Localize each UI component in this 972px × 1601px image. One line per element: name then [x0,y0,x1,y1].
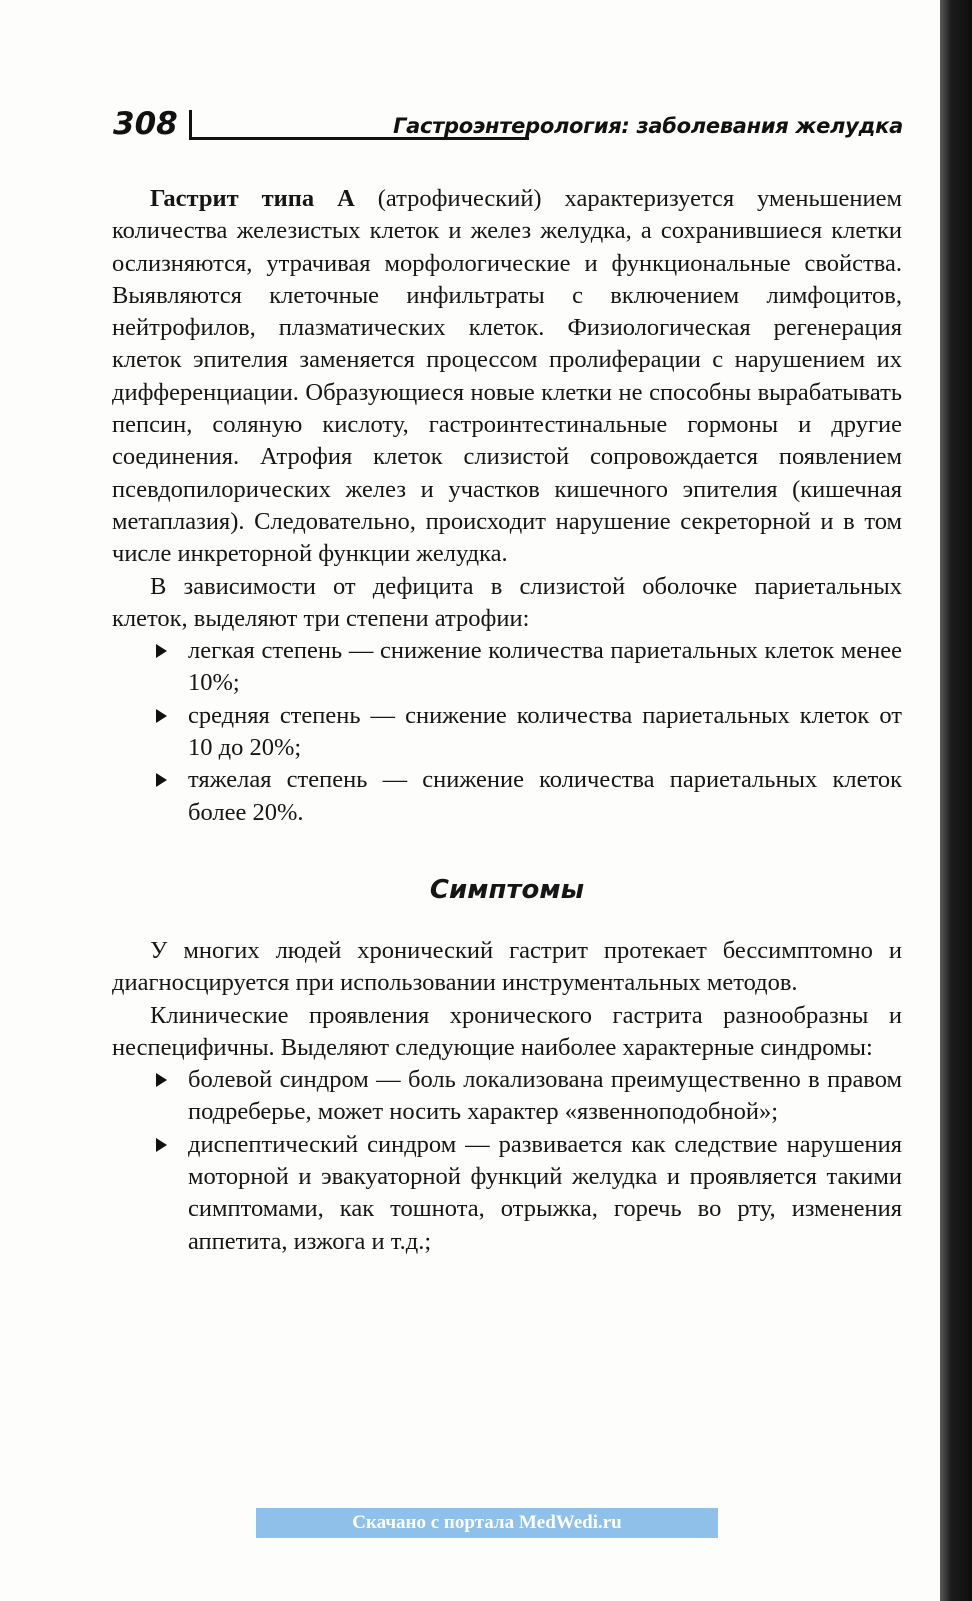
scan-edge-shadow [940,0,972,1601]
list-item-pain-syndrome [112,1064,902,1129]
body-text [112,183,902,1258]
section-title-symptoms: Симптомы [429,874,585,905]
page-number: 308 [113,106,178,142]
list-item-text: средняя степень — снижение количества париетальных клеток от 10 до 20%; [188,701,902,762]
list-item-atrophy-severe [112,764,902,829]
watermark-banner: Скачано с портала MedWedi.ru [256,1508,718,1538]
list-item-text: легкая степень — снижение количества париетальных клеток менее 10%; [188,637,902,697]
page-header [113,106,903,146]
bullet-icon [156,644,167,658]
list-item-atrophy-mild [112,635,902,700]
paragraph-gastritis-type-a-text: (атрофический) характеризуется уменьшением количества железистых клеток и желез желудка, а сохранившиеся клетки ослизняются, утрачивая морфологические и функциональные свойства. Выявляются клеточные инфильтраты с включением лимфоцитов, нейтрофилов, плазматических клеток. Физиологическая регенерация клеток эпителия заменяется процессом пролиферации с нарушением их дифференциации. Образующиеся новые клетки не способны вырабатывать пепсин, соляную кислоту, гастроинтестинальные гормоны и другие соединения. Атрофия клеток слизистой сопровождается появлением псевдопилорических желез и участков кишечного эпителия (кишечная метаплазия). Следовательно, происходит нарушение секреторной и в том числе инкреторной функции желудка. [112,185,902,568]
list-item-text: болевой синдром — боль локализована преимущественно в правом подреберье, может носить характер «язвенноподобной»; [188,1066,902,1126]
running-title: Гастроэнтерология: заболевания желудка [393,114,903,138]
list-item-text: тяжелая степень — снижение количества париетальных клеток более 20%. [188,766,902,826]
paragraph-gastritis-type-a [112,183,902,571]
bullet-icon [156,709,167,723]
bullet-icon [156,1138,167,1152]
bullet-icon [156,773,167,787]
paragraph-atrophy-degrees: В зависимости от дефицита в слизистой оболочке париетальных клеток, выделяют три степени атрофии: [112,572,902,632]
bullet-icon [156,1073,167,1087]
list-item-text: диспептический синдром — развивается как следствие нарушения моторной и эвакуаторной функций желудка и проявляется такими симптомами, как тошнота, отрыжка, горечь во рту, изменения аппетита, изжога и т.д.; [188,1130,902,1255]
header-rule-vertical [189,110,192,140]
paragraph-clinical-manifestations: Клинические проявления хронического гастрита разнообразны и неспецифичны. Выделяют следующие наиболее характерные синдромы: [112,1001,902,1061]
paragraph-asymptomatic: У многих людей хронический гастрит протекает бессимптомно и диагносцируется при использовании инструментальных методов. [112,936,902,997]
term-gastritis-type-a: Гастрит типа А [150,185,355,212]
list-item-atrophy-moderate [112,700,902,765]
list-item-dyspeptic-syndrome [112,1129,902,1258]
